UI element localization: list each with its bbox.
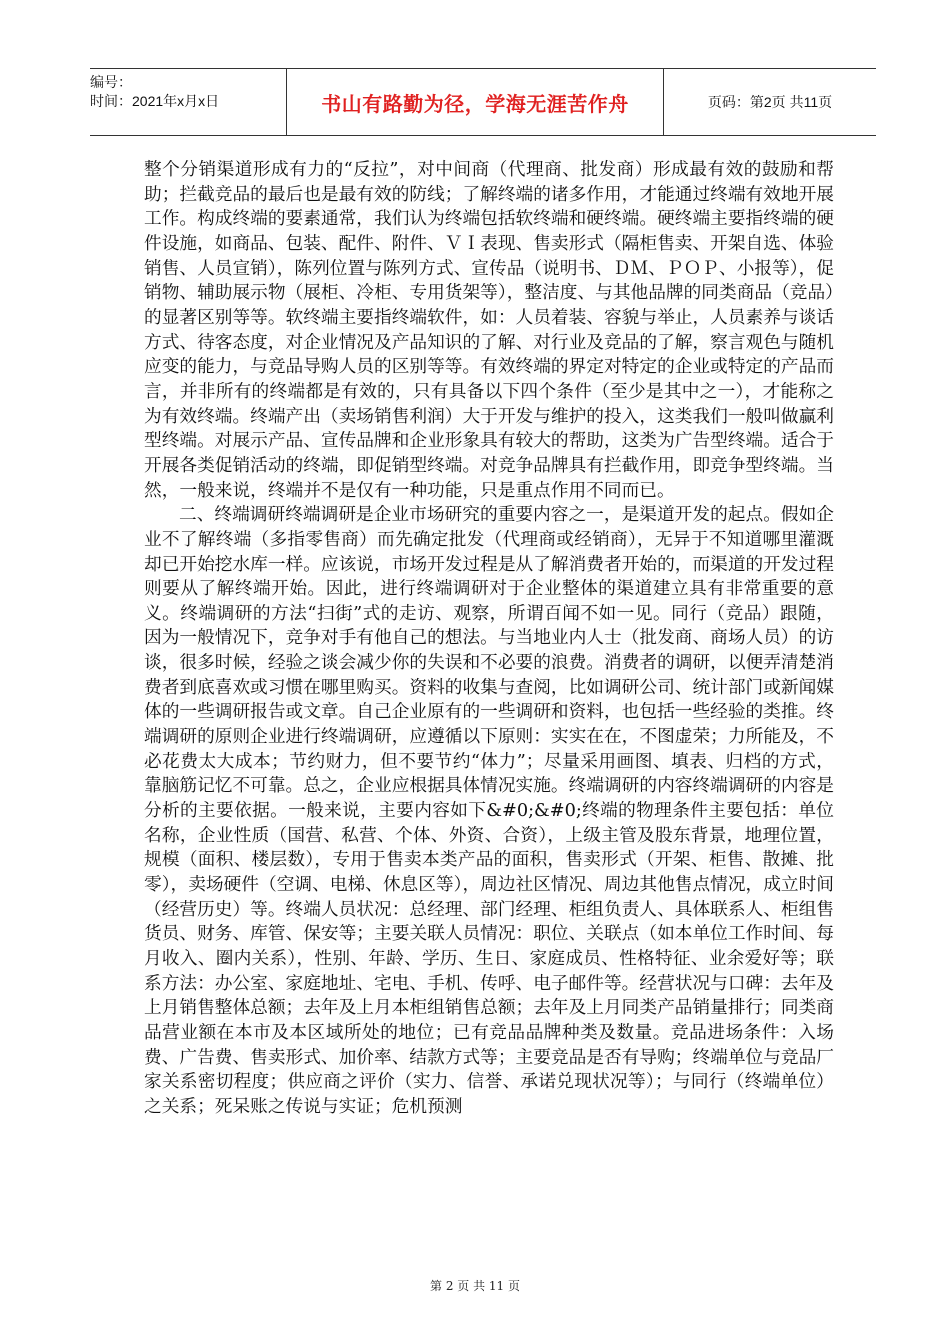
page-footer: 第 2 页 共 11 页	[430, 1279, 520, 1293]
header-motto: 书山有路勤为径，学海无涯苦作舟	[286, 69, 664, 135]
body-paragraph-2: 二、终端调研终端调研是企业市场研究的重要内容之一，是渠道开发的起点。假如企业不了解终端（多指零售商）而先确定批发（代理商或经销商），无异于不知道哪里灌溉却已开始挖水库一样。应该说，市场开发过程是从了解消费者开始的，而渠道的开发过程则要从了解终端开始。因此，进行终端调研对于企业整体的渠道建立具有非常重要的意义。终端调研的方法“扫街”式的走访、观察，所谓百闻不如一见。同行（竞品）跟随，因为一般情况下，竞争对手有他自己的想法。与当地业内人士（批发商、商场人员）的访谈，很多时候，经验之谈会减少你的失误和不必要的浪费。消费者的调研，以便弄清楚消费者到底喜欢或习惯在哪里购买。资料的收集与查阅，比如调研公司、统计部门或新闻媒体的一些调研报告或文章。自己企业原有的一些调研和资料，也包括一些经验的类推。终端调研的原则企业进行终端调研，应遵循以下原则：实实在在，不图虚荣；力所能及，不必花费太大成本；节约财力，但不要节约“体力”；尽量采用画图、填表、归档的方式，靠脑筋记忆不可靠。总之，企业应根据具体情况实施。终端调研的内容终端调研的内容是分析的主要依据。一般来说，主要内容如下&#0;&#0;终端的物理条件主要包括：单位名称，企业性质（国营、私营、个体、外资、合资），上级主管及股东背景，地理位置，规模（面积、楼层数），专用于售卖本类产品的面积，售卖形式（开架、柜售、散摊、批零），卖场硬件（空调、电梯、休息区等），周边社区情况、周边其他售点情况，成立时间（经营历史）等。终端人员状况：总经理、部门经理、柜组负责人、具体联系人、柜组售货员、财务、库管、保安等；主要关联人员情况：职位、关联点（如本单位工作时间、每月收入、圈内关系），性别、年龄、学历、生日、家庭成员、性格特征、业余爱好等；联系方法：办公室、家庭地址、宅电、手机、传呼、电子邮件等。经营状况与口碑：去年及上月销售整体总额；去年及上月本柜组销售总额；去年及上月同类产品销量排行；同类商品营业额在本市及本区域所处的地位；已有竞品品牌种类及数量。竞品进场条件：入场费、广告费、售卖形式、加价率、结款方式等；主要竞品是否有导购；终端单位与竞品厂家关系密切程度；供应商之评价（实力、信誉、承诺兑现状况等）；与同行（终端单位）之关系；死呆账之传说与实证；危机预测	[144, 505, 834, 1117]
page-header	[90, 68, 876, 136]
document-body	[144, 158, 834, 1120]
header-meta	[90, 69, 286, 135]
document-number-label: 编号：	[90, 74, 132, 90]
body-paragraph-1: 整个分销渠道形成有力的“反拉”，对中间商（代理商、批发商）形成最有效的鼓励和帮助；拦截竞品的最后也是最有效的防线；了解终端的诸多作用，才能通过终端有效地开展工作。构成终端的要素通常，我们认为终端包括软终端和硬终端。硬终端主要指终端的硬件设施，如商品、包装、配件、附件、ＶＩ表现、售卖形式（隔柜售卖、开架自选、体验销售、人员宣销），陈列位置与陈列方式、宣传品（说明书、ＤＭ、ＰＯＰ、小报等），促销物、辅助展示物（展柜、冷柜、专用货架等），整洁度、与其他品牌的同类商品（竞品）的显著区别等等。软终端主要指终端软件，如：人员着装、容貌与举止，人员素养与谈话方式、待客态度，对企业情况及产品知识的了解、对行业及竞品的了解，察言观色与随机应变的能力，与竞品导购人员的区别等等。有效终端的界定对特定的企业或特定的产品而言，并非所有的终端都是有效的，只有具备以下四个条件（至少是其中之一），才能称之为有效终端。终端产出（卖场销售利润）大于开发与维护的投入，这类我们一般叫做赢利型终端。对展示产品、宣传品牌和企业形象具有较大的帮助，这类为广告型终端。适合于开展各类促销活动的终端，即促销型终端。对竞争品牌具有拦截作用，即竞争型终端。当然，一般来说，终端并不是仅有一种功能，只是重点作用不同而已。	[144, 160, 834, 501]
header-page-indicator: 页码：第2页 共11页	[707, 94, 833, 110]
document-date-label: 时间：2021年x月x日	[90, 93, 220, 109]
